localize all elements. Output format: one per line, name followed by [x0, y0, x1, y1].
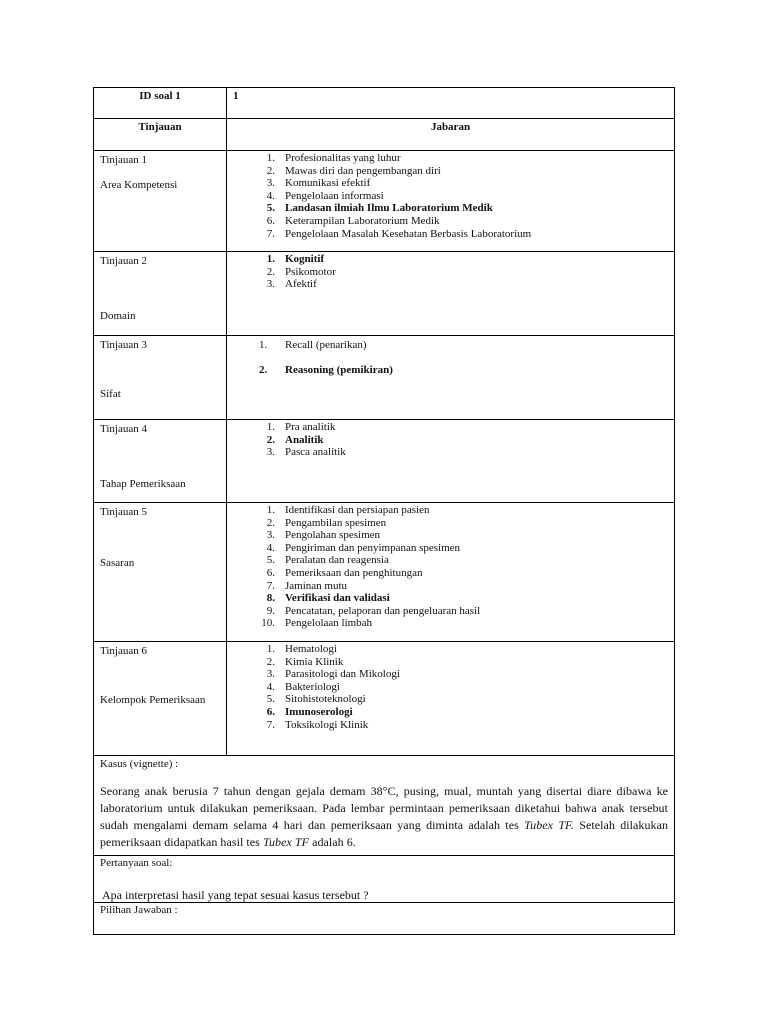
- list-item-number: 4.: [266, 541, 275, 554]
- row-tinjauan-2: [94, 252, 675, 336]
- list-item: [251, 529, 674, 542]
- list-item-number: 5.: [266, 693, 275, 706]
- list-item-number: 6.: [266, 566, 275, 579]
- list-item-number: 3.: [266, 278, 275, 291]
- list-item-number: 6.: [266, 214, 275, 227]
- list-item-text: Kimia Klinik: [285, 655, 344, 668]
- list-item-number: 3.: [266, 446, 275, 459]
- list-item-number: 7.: [266, 718, 275, 731]
- list-item-number: 6.: [266, 705, 275, 718]
- list-item: [251, 719, 674, 732]
- list-item: [251, 693, 674, 706]
- tinjauan-4-title: Tinjauan 4: [100, 423, 147, 435]
- tinjauan-2-items-cell: [227, 252, 675, 336]
- id-label: ID soal 1: [139, 90, 181, 102]
- list-item: [251, 266, 674, 279]
- list-item-number: 9.: [266, 604, 275, 617]
- list-item-text: Imunoserologi: [285, 705, 353, 718]
- list-item: [251, 190, 674, 203]
- tinjauan-5-items-cell: [227, 503, 675, 642]
- list-item-number: 1.: [266, 421, 275, 433]
- list-item-text: Verifikasi dan validasi: [285, 592, 390, 605]
- tinjauan-1-items-cell: [227, 151, 675, 252]
- tinjauan-3-items-cell: [227, 336, 675, 420]
- id-value: 1: [233, 90, 239, 102]
- list-item-text: Sitohistoteknologi: [285, 693, 366, 706]
- list-item-text: Jaminan mutu: [285, 579, 348, 592]
- list-item: [251, 580, 674, 593]
- list-item-number: 2.: [266, 433, 275, 446]
- tinjauan-1-subtitle: Area Kompetensi: [100, 179, 178, 191]
- list-item: [251, 567, 674, 580]
- id-value-cell: [227, 88, 675, 119]
- list-item: [251, 617, 674, 630]
- list-item-text: Pemeriksaan dan penghitungan: [285, 566, 423, 579]
- question-text: Apa interpretasi hasil yang tepat sesuai kasus tersebut ?: [102, 888, 369, 902]
- sifat-item-2-number: 2.: [259, 364, 268, 376]
- list-item-text: Afektif: [285, 278, 317, 291]
- list-item: [251, 278, 674, 291]
- tinjauan-4-subtitle: Tahap Pemeriksaan: [100, 478, 186, 490]
- list-item: [251, 253, 674, 266]
- list-item-number: 2.: [266, 516, 275, 529]
- list-item-text: Pra analitik: [285, 421, 336, 433]
- list-item: [251, 554, 674, 567]
- answers-cell: [94, 903, 675, 935]
- list-item-text: Pengiriman dan penyimpanan spesimen: [285, 541, 461, 554]
- list-item-text: Pencatatan, pelaporan dan pengeluaran hasil: [285, 604, 481, 617]
- question-cell: [94, 856, 675, 903]
- list-item-text: Mawas diri dan pengembangan diri: [285, 164, 441, 177]
- list-item: [251, 656, 674, 669]
- row-tinjauan-4: [94, 420, 675, 503]
- list-item: [251, 668, 674, 681]
- row-question: [94, 856, 675, 903]
- header-id-row: [94, 88, 675, 119]
- list-item: [251, 542, 674, 555]
- sifat-item-1: [259, 339, 674, 352]
- list-item-text: Parasitologi dan Mikologi: [285, 668, 400, 681]
- tinjauan-2-title: Tinjauan 2: [100, 255, 147, 267]
- list-item-number: 1.: [266, 152, 275, 164]
- row-tinjauan-1: [94, 151, 675, 252]
- list-item-number: 2.: [266, 655, 275, 668]
- list-item: [251, 592, 674, 605]
- tinjauan-5-list: [251, 504, 674, 630]
- list-item: [251, 202, 674, 215]
- vignette-tubex-1: Tubex TF.: [524, 818, 574, 832]
- list-item-text: Psikomotor: [285, 265, 336, 278]
- tinjauan-1-label-cell: [94, 151, 227, 252]
- list-item: [251, 421, 674, 434]
- list-item-number: 3.: [266, 529, 275, 542]
- vignette-cell: [94, 756, 675, 856]
- list-item: [251, 228, 674, 241]
- list-item-number: 1.: [266, 504, 275, 516]
- list-item-text: Pengelolaan informasi: [285, 189, 384, 202]
- tinjauan-4-list: [251, 421, 674, 459]
- sifat-item-2: [259, 364, 674, 377]
- list-item-text: Bakteriologi: [285, 680, 340, 693]
- tinjauan-4-label-cell: [94, 420, 227, 503]
- row-vignette: [94, 756, 675, 856]
- col-tinjauan-header: [94, 119, 227, 151]
- list-item-number: 7.: [266, 227, 275, 240]
- list-item: [251, 446, 674, 459]
- col-jabaran-header: [227, 119, 675, 151]
- list-item: [251, 434, 674, 447]
- sifat-item-2-text: Reasoning (pemikiran): [285, 364, 393, 376]
- header-columns-row: [94, 119, 675, 151]
- question-label: Pertanyaan soal:: [100, 857, 173, 869]
- tinjauan-4-items-cell: [227, 420, 675, 503]
- list-item-text: Analitik: [285, 433, 324, 446]
- tinjauan-5-title: Tinjauan 5: [100, 506, 147, 518]
- list-item: [251, 681, 674, 694]
- question-form-table: [93, 87, 675, 935]
- col-tinjauan-label: Tinjauan: [138, 121, 182, 133]
- vignette-text-part-2: Setelah dilakukan pemeriksaan didapatkan hasil tes: [100, 818, 669, 849]
- list-item: [251, 706, 674, 719]
- list-item-number: 7.: [266, 579, 275, 592]
- list-item-text: Kognitif: [285, 253, 325, 265]
- tinjauan-3-subtitle: Sifat: [100, 388, 121, 400]
- list-item-text: Pengelolaan Masalah Kesehatan Berbasis Laboratorium: [285, 227, 532, 240]
- tinjauan-6-title: Tinjauan 6: [100, 645, 147, 657]
- list-item-text: Identifikasi dan persiapan pasien: [285, 504, 430, 516]
- row-tinjauan-3: [94, 336, 675, 420]
- list-item: [251, 165, 674, 178]
- tinjauan-5-subtitle: Sasaran: [100, 557, 135, 569]
- col-jabaran-label: Jabaran: [430, 121, 471, 133]
- list-item-number: 2.: [266, 265, 275, 278]
- list-item-number: 10.: [261, 617, 275, 630]
- list-item: [251, 177, 674, 190]
- list-item: [251, 517, 674, 530]
- tinjauan-3-title: Tinjauan 3: [100, 339, 147, 351]
- list-item: [251, 152, 674, 165]
- id-label-cell: [94, 88, 227, 119]
- tinjauan-2-subtitle: Domain: [100, 310, 136, 322]
- vignette-label: Kasus (vignette) :: [100, 758, 179, 770]
- row-tinjauan-5: [94, 503, 675, 642]
- list-item-number: 3.: [266, 177, 275, 190]
- tinjauan-1-list: [251, 152, 674, 240]
- list-item: [251, 215, 674, 228]
- list-item: [251, 504, 674, 517]
- tinjauan-6-subtitle: Kelompok Pemeriksaan: [100, 694, 206, 706]
- tinjauan-6-list: [251, 643, 674, 731]
- vignette-text-part-3: adalah 6.: [309, 835, 356, 849]
- tinjauan-6-label-cell: [94, 642, 227, 756]
- list-item-text: Pengolahan spesimen: [285, 529, 381, 542]
- list-item-text: Landasan ilmiah Ilmu Laboratorium Medik: [285, 202, 493, 215]
- list-item-number: 4.: [266, 189, 275, 202]
- list-item-number: 5.: [266, 554, 275, 567]
- row-answers: [94, 903, 675, 935]
- tinjauan-2-list: [251, 253, 674, 291]
- list-item-number: 3.: [266, 668, 275, 681]
- list-item-text: Keterampilan Laboratorium Medik: [285, 214, 440, 227]
- sifat-item-1-number: 1.: [259, 339, 268, 351]
- list-item-text: Pengelolaan limbah: [285, 617, 373, 630]
- tinjauan-6-items-cell: [227, 642, 675, 756]
- list-item-number: 5.: [266, 202, 275, 215]
- list-item-text: Komunikasi efektif: [285, 177, 371, 190]
- tinjauan-1-title: Tinjauan 1: [100, 154, 147, 166]
- list-item: [251, 643, 674, 656]
- answers-label: Pilihan Jawaban :: [100, 904, 178, 916]
- list-item-text: Profesionalitas yang luhur: [285, 152, 401, 164]
- list-item-text: Hematologi: [285, 643, 337, 655]
- list-item: [251, 605, 674, 618]
- tinjauan-2-label-cell: [94, 252, 227, 336]
- list-item-number: 1.: [266, 643, 275, 655]
- sifat-item-1-text: Recall (penarikan): [285, 339, 367, 351]
- tinjauan-3-label-cell: [94, 336, 227, 420]
- list-item-text: Pasca analitik: [285, 446, 346, 459]
- list-item-number: 1.: [266, 253, 275, 265]
- vignette-text: [94, 771, 674, 855]
- list-item-number: 4.: [266, 680, 275, 693]
- list-item-number: 8.: [266, 592, 275, 605]
- vignette-text-part-1: Seorang anak berusia 7 tahun dengan gejala demam 38°C, pusing, mual, muntah yang disertai diare dibawa ke laboratorium untuk dilakukan pemeriksaan. Pada lembar permintaan pemeriksaan diketahui bahwa anak tersebut sudah mengalami demam selama 4 hari dan pemeriksaan yang diminta adalah tes: [100, 784, 668, 832]
- vignette-tubex-2: Tubex TF: [262, 835, 310, 849]
- tinjauan-5-label-cell: [94, 503, 227, 642]
- list-item-text: Peralatan dan reagensia: [285, 554, 389, 567]
- list-item-text: Toksikologi Klinik: [285, 718, 369, 731]
- list-item-number: 2.: [266, 164, 275, 177]
- row-tinjauan-6: [94, 642, 675, 756]
- list-item-text: Pengambilan spesimen: [285, 516, 387, 529]
